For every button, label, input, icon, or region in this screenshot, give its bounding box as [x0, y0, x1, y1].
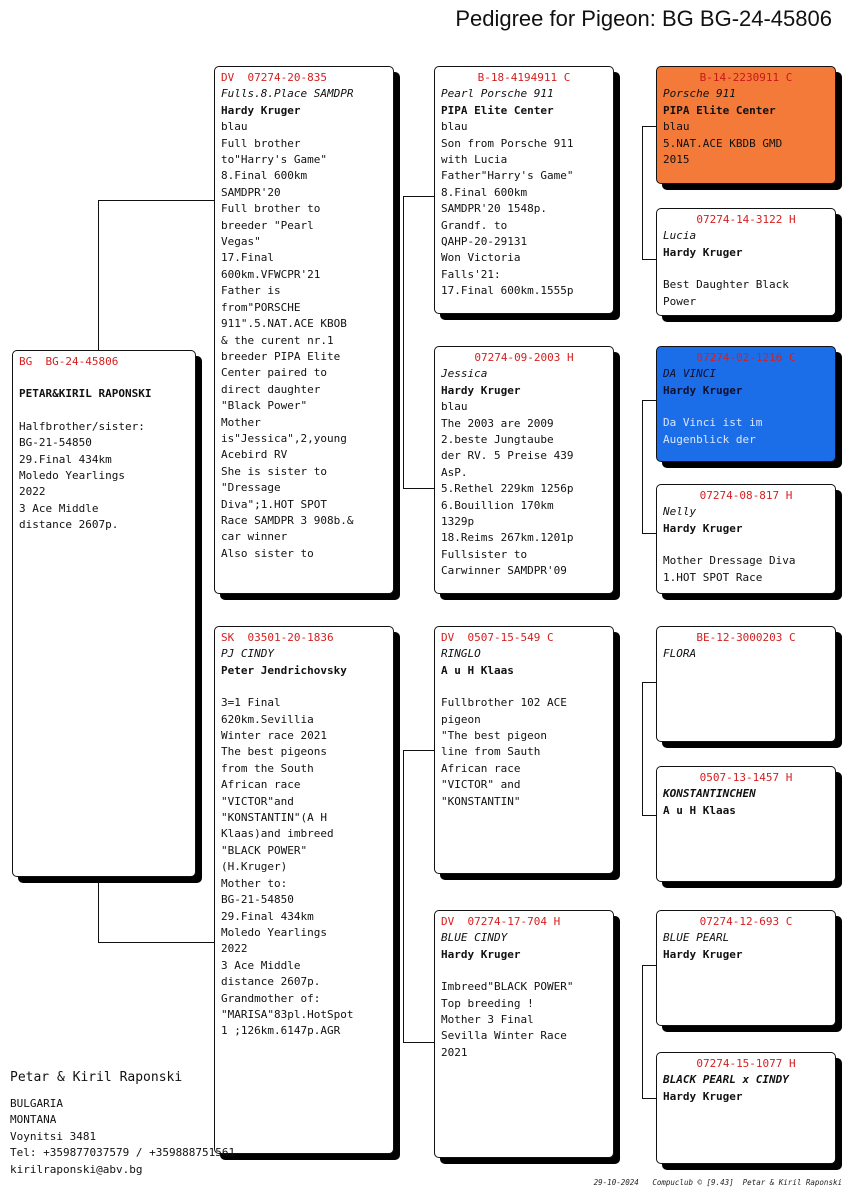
note-line: Diva";1.HOT SPOT: [221, 497, 327, 511]
owner-name: PETAR&KIRIL RAPONSKI: [19, 387, 152, 401]
breeder-region: MONTANA: [10, 1113, 57, 1127]
connector-line: [403, 1042, 436, 1043]
note-line: "VICTOR" and: [441, 778, 521, 792]
owner-name: Hardy Kruger: [441, 383, 521, 397]
note-line: breeder PIPA Elite: [221, 349, 341, 363]
ring-number: 07274-08-817 H: [699, 489, 793, 502]
dam-dam-sire-card[interactable]: [656, 910, 836, 1026]
breeder-country: BULGARIA: [10, 1097, 63, 1110]
breeder-phone: Tel: +359877037579 / +359888751561: [10, 1146, 236, 1160]
note-line: (H.Kruger): [221, 860, 288, 874]
note-line: African race: [441, 761, 521, 775]
note-line: 2.beste Jungtaube: [441, 433, 554, 447]
note-line: breeder "Pearl: [221, 218, 314, 232]
note-line: Augenblick der: [663, 432, 756, 446]
credits: 29-10-2024 Compuclub © [9.43] Petar & Kiril Raponski: [593, 1178, 842, 1187]
note-line: "MARISA"83pl.HotSpot: [221, 1007, 354, 1021]
owner-name: PIPA Elite Center: [663, 103, 776, 117]
note-line: Mother Dressage Diva: [663, 554, 796, 568]
note-line: 1.HOT SPOT Race: [663, 570, 763, 584]
sire-sire-sire-card[interactable]: [656, 66, 836, 184]
owner-name: Hardy Kruger: [663, 245, 743, 259]
pigeon-name: Nelly: [663, 505, 697, 519]
sire-sire-dam-card[interactable]: [656, 208, 836, 316]
note-line: Top breeding !: [441, 996, 534, 1010]
note-line: blau: [441, 400, 468, 414]
note-line: Best Daughter Black: [663, 278, 789, 292]
notes: [441, 695, 607, 810]
owner-name: A u H Klaas: [663, 803, 736, 817]
ring-number: 07274-12-693 C: [699, 915, 793, 928]
note-line: Father is: [221, 284, 281, 298]
note-line: Grandmother of:: [221, 991, 321, 1005]
note-line: Grandf. to: [441, 218, 508, 232]
note-line: 1329p: [441, 515, 475, 529]
note-line: 2015: [663, 153, 690, 167]
note-line: Halfbrother/sister:: [19, 419, 145, 433]
dam-dam-dam-card[interactable]: [656, 1052, 836, 1164]
ring-number: DV 07274-17-704 H: [441, 915, 561, 928]
note-line: Power: [663, 294, 697, 308]
ring-number: 07274-02-1216 C: [696, 351, 796, 364]
pigeon-name: DA VINCI: [663, 367, 716, 381]
note-line: & the curent nr.1: [221, 333, 334, 347]
pigeon-name: Fulls.8.Place SAMDPR: [221, 87, 354, 101]
note-line: direct daughter: [221, 382, 321, 396]
connector-line: [403, 750, 436, 751]
pigeon-name: FLORA: [663, 647, 697, 661]
note-line: Full brother: [221, 136, 301, 150]
pigeon-name: Porsche 911: [663, 87, 736, 101]
note-line: 3 Ace Middle: [221, 958, 301, 972]
pigeon-name: Lucia: [663, 229, 697, 243]
note-line: Winter race 2021: [221, 729, 327, 743]
pigeon-name: KONSTANTINCHEN: [663, 787, 756, 801]
note-line: 17.Final: [221, 251, 274, 265]
note-line: blau: [663, 120, 690, 134]
note-line: She is sister to: [221, 464, 327, 478]
note-line: Won Victoria: [441, 251, 521, 265]
notes: [441, 399, 607, 579]
note-line: BG-21-54850: [221, 893, 294, 907]
connector-line: [98, 942, 216, 943]
note-line: Fullbrother 102 ACE: [441, 696, 567, 710]
note-line: blau: [441, 120, 468, 134]
note-line: blau: [221, 120, 248, 134]
note-line: Acebird RV: [221, 448, 288, 462]
breeder-town: Voynitsi 3481: [10, 1129, 97, 1143]
note-line: The best pigeons: [221, 745, 327, 759]
note-line: distance 2607p.: [19, 518, 119, 532]
subject-card[interactable]: [12, 350, 196, 877]
owner-name: Hardy Kruger: [441, 947, 521, 961]
ring-number: 07274-14-3122 H: [696, 213, 796, 226]
sire-dam-card[interactable]: [434, 346, 614, 594]
notes: [441, 119, 607, 299]
note-line: Klaas)and imbreed: [221, 827, 334, 841]
ring-number: BG BG-24-45806: [19, 355, 119, 368]
notes: [663, 277, 829, 310]
sire-card[interactable]: [214, 66, 394, 594]
ring-number: DV 0507-15-549 C: [441, 631, 554, 644]
dam-sire-dam-card[interactable]: [656, 766, 836, 882]
dam-sire-card[interactable]: [434, 626, 614, 874]
note-line: 8.Final 600km: [221, 169, 308, 183]
note-line: Moledo Yearlings: [221, 925, 327, 939]
note-line: Also sister to: [221, 546, 314, 560]
ring-number: B-14-2230911 C: [699, 71, 793, 84]
note-line: BG-21-54850: [19, 436, 92, 450]
notes: [221, 119, 387, 562]
note-line: pigeon: [441, 712, 481, 726]
connector-line: [403, 196, 404, 489]
note-line: "The best pigeon: [441, 729, 547, 743]
note-line: car winner: [221, 530, 288, 544]
pigeon-name: BLACK PEARL x CINDY: [663, 1073, 789, 1087]
note-line: Race SAMDPR 3 908b.&: [221, 513, 354, 527]
note-line: 2022: [221, 942, 248, 956]
pigeon-name: PJ CINDY: [221, 647, 274, 661]
note-line: Mother: [221, 415, 261, 429]
note-line: 5.Rethel 229km 1256p: [441, 482, 574, 496]
connector-line: [642, 400, 643, 534]
breeder-email[interactable]: kirilraponski@abv.bg: [10, 1162, 143, 1176]
note-line: Falls'21:: [441, 267, 501, 281]
note-line: Vegas": [221, 235, 261, 249]
note-line: 1 ;126km.6147p.AGR: [221, 1024, 341, 1038]
pigeon-name: BLUE CINDY: [441, 931, 508, 945]
note-line: "KONSTANTIN"(A H: [221, 811, 327, 825]
note-line: Da Vinci ist im: [663, 416, 763, 430]
ring-number: B-18-4194911 C: [477, 71, 571, 84]
note-line: Full brother to: [221, 202, 321, 216]
note-line: "KONSTANTIN": [441, 794, 521, 808]
owner-name: Hardy Kruger: [221, 103, 301, 117]
owner-name: A u H Klaas: [441, 663, 514, 677]
note-line: 29.Final 434km: [221, 909, 314, 923]
note-line: Moledo Yearlings: [19, 469, 125, 483]
breeder-address: [10, 1068, 235, 1178]
note-line: line from Sauth: [441, 745, 541, 759]
note-line: Carwinner SAMDPR'09: [441, 564, 567, 578]
note-line: 2021: [441, 1045, 468, 1059]
sire-sire-card[interactable]: [434, 66, 614, 314]
note-line: SAMDPR'20: [221, 185, 281, 199]
connector-line: [403, 750, 404, 1043]
note-line: Imbreed"BLACK POWER": [441, 980, 574, 994]
note-line: Father"Harry's Game": [441, 169, 574, 183]
dam-dam-card[interactable]: [434, 910, 614, 1158]
dam-card[interactable]: [214, 626, 394, 1154]
page-title: Pedigree for Pigeon: BG BG-24-45806: [455, 6, 832, 31]
owner-name: Hardy Kruger: [663, 1089, 743, 1103]
note-line: 6.Bouillion 170km: [441, 498, 554, 512]
note-line: AsP.: [441, 465, 468, 479]
pigeon-name: Jessica: [441, 367, 488, 381]
note-line: SAMDPR'20 1548p.: [441, 202, 547, 216]
owner-name: PIPA Elite Center: [441, 103, 554, 117]
note-line: "Black Power": [221, 399, 308, 413]
ring-number: 07274-09-2003 H: [474, 351, 574, 364]
owner-name: Hardy Kruger: [663, 947, 743, 961]
note-line: The 2003 are 2009: [441, 416, 554, 430]
connector-line: [642, 682, 643, 816]
note-line: 5.NAT.ACE KBDB GMD: [663, 136, 783, 150]
notes: [441, 979, 607, 1061]
note-line: Mother 3 Final: [441, 1013, 534, 1027]
ring-number: DV 07274-20-835: [221, 71, 327, 84]
note-line: African race: [221, 778, 301, 792]
connector-line: [98, 200, 216, 201]
note-line: distance 2607p.: [221, 975, 321, 989]
note-line: QAHP-20-29131: [441, 235, 528, 249]
dam-sire-sire-card[interactable]: [656, 626, 836, 742]
connector-line: [642, 965, 643, 1099]
ring-number: 07274-15-1077 H: [696, 1057, 796, 1070]
owner-name: Hardy Kruger: [663, 383, 743, 397]
ring-number: SK 03501-20-1836: [221, 631, 334, 644]
note-line: is"Jessica",2,young: [221, 431, 347, 445]
pigeon-name: Pearl Porsche 911: [441, 87, 554, 101]
connector-line: [403, 196, 436, 197]
notes: [663, 119, 829, 168]
note-line: Son from Porsche 911: [441, 136, 574, 150]
note-line: 600km.VFWCPR'21: [221, 267, 321, 281]
sire-dam-dam-card[interactable]: [656, 484, 836, 594]
note-line: with Lucia: [441, 153, 508, 167]
connector-line: [403, 488, 436, 489]
pigeon-name: RINGLO: [441, 647, 481, 661]
ring-number: BE-12-3000203 C: [696, 631, 796, 644]
owner-name: Peter Jendrichovsky: [221, 663, 347, 677]
note-line: 3 Ace Middle: [19, 501, 99, 515]
notes: [19, 419, 189, 534]
ring-number: 0507-13-1457 H: [699, 771, 793, 784]
note-line: 3=1 Final: [221, 696, 281, 710]
note-line: 911".5.NAT.ACE KBOB: [221, 317, 347, 331]
note-line: 17.Final 600km.1555p: [441, 284, 574, 298]
note-line: 8.Final 600km: [441, 185, 528, 199]
note-line: 29.Final 434km: [19, 452, 112, 466]
pigeon-name: BLUE PEARL: [663, 931, 730, 945]
note-line: "VICTOR"and: [221, 794, 294, 808]
sire-dam-sire-card[interactable]: [656, 346, 836, 462]
note-line: Center paired to: [221, 366, 327, 380]
note-line: to"Harry's Game": [221, 153, 327, 167]
note-line: 620km.Sevillia: [221, 712, 314, 726]
note-line: Mother to:: [221, 876, 288, 890]
note-line: from"PORSCHE: [221, 300, 301, 314]
note-line: 2022: [19, 485, 46, 499]
owner-name: Hardy Kruger: [663, 521, 743, 535]
note-line: from the South: [221, 761, 314, 775]
breeder-name: Petar & Kiril Raponski: [10, 1070, 183, 1085]
notes: [221, 695, 387, 1040]
note-line: Sevilla Winter Race: [441, 1029, 567, 1043]
note-line: "BLACK POWER": [221, 843, 308, 857]
note-line: "Dressage: [221, 481, 281, 495]
connector-line: [642, 126, 643, 260]
note-line: 18.Reims 267km.1201p: [441, 531, 574, 545]
note-line: Fullsister to: [441, 547, 528, 561]
notes: [663, 415, 829, 448]
note-line: der RV. 5 Preise 439: [441, 449, 574, 463]
notes: [663, 553, 829, 586]
